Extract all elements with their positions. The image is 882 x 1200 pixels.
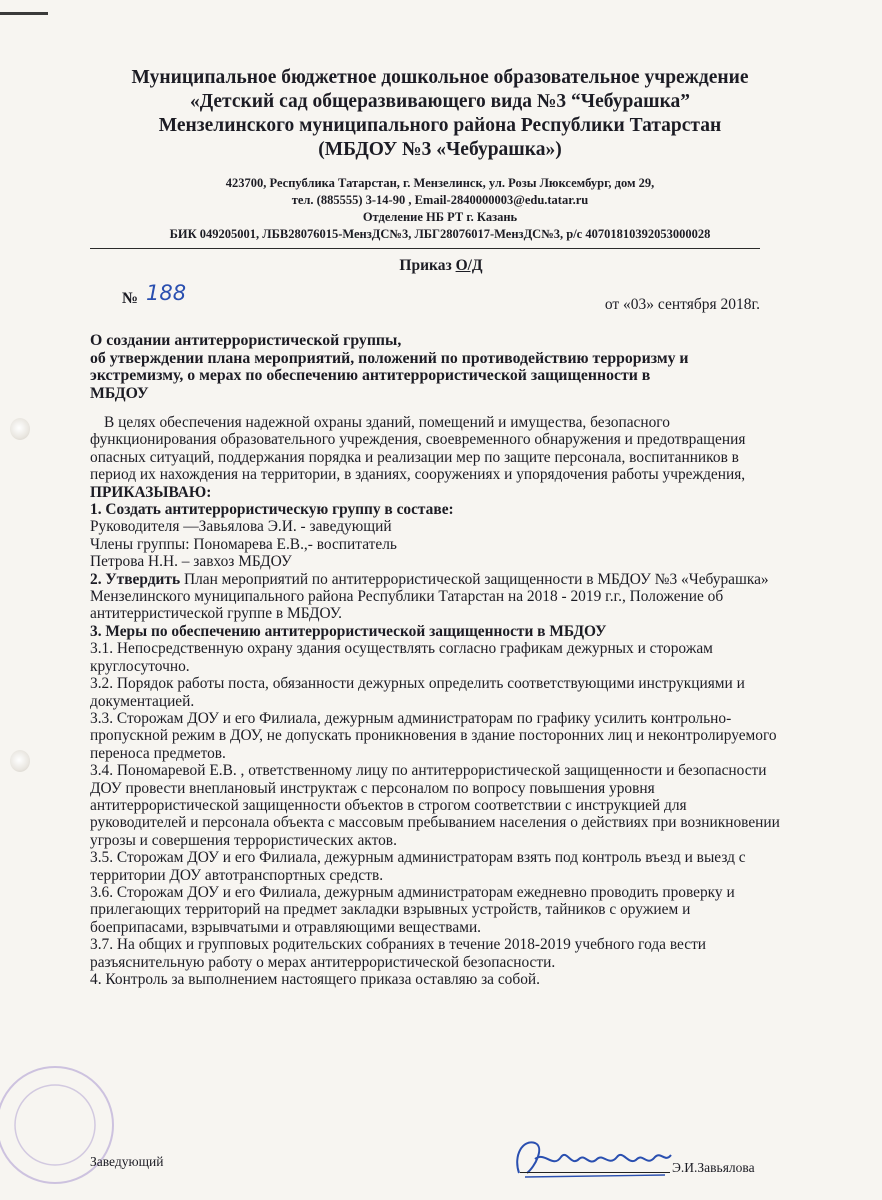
order-title-prefix: Приказ xyxy=(399,257,456,274)
order-number-label: № xyxy=(122,290,139,307)
item-3-1: 3.1. Непосредственную охрану здания осуществлять согласно графикам дежурных и сторожам круглосуточно. xyxy=(90,640,713,675)
item-2-text: План мероприятий по антитеррористической защищенности в МБДОУ №3 «Чебурашка» Мензелинского муниципального района Республики Татарстан на 2018 - 2019 г.г., Положение об антитерристической группе в МБДОУ. xyxy=(90,570,769,623)
item-4: 4. Контроль за выполнением настоящего приказа оставляю за собой. xyxy=(90,971,540,988)
org-address: 423700, Республика Татарстан, г. Мензелинск, ул. Розы Люксембург, дом 29, xyxy=(225,176,655,190)
order-title-od: О/Д xyxy=(455,257,483,274)
preamble: В целях обеспечения надежной охраны зданий, помещений и имущества, безопасного функционирования образовательного учреждения, своевременного обнаружения и предотвращения опасных ситуаций, поддержания порядка и реализации мер по защите персонала, воспитанников в период их нахождения на территории, в зданиях, сооружениях и упорядочения работы учреждения, xyxy=(90,414,746,484)
signature-line xyxy=(520,1172,670,1173)
handwritten-signature xyxy=(505,1133,675,1181)
org-bank: Отделение НБ РТ г. Казань xyxy=(362,210,518,224)
order-body xyxy=(90,414,780,988)
item-1-members: Члены группы: Пономарева Е.В.,- воспитатель xyxy=(90,535,397,553)
item-1-leader: Руководителя —Завьялова Э.И. - заведующий xyxy=(90,518,392,536)
signatory-name: Э.И.Завьялова xyxy=(672,1160,755,1175)
corner-mark xyxy=(0,12,48,15)
item-1-member-2: Петрова Н.Н. – завхоз МБДОУ xyxy=(90,553,292,571)
org-name-line-2: «Детский сад общеразвивающего вида №3 “Чебурашка” xyxy=(189,91,691,112)
item-2 xyxy=(90,571,780,623)
item-3-5: 3.5. Сторожам ДОУ и его Филиала, дежурным администраторам взять под контроль въезд и выезд с территории ДОУ автотранспортных средств. xyxy=(90,849,746,884)
item-1-title: 1. Создать антитеррористическую группу в составе: xyxy=(90,501,454,519)
subject-line: экстремизму, о мерах по обеспечению антитеррористической защищенности в xyxy=(90,367,651,384)
punch-hole xyxy=(10,418,30,440)
order-title xyxy=(0,257,882,275)
signatory-role: Заведующий xyxy=(90,1154,164,1169)
order-date: от «03» сентября 2018г. xyxy=(604,296,760,313)
org-contacts: тел. (885555) 3-14-90 , Email-2840000003@edu.tatar.ru xyxy=(291,193,589,207)
official-stamp xyxy=(0,1050,120,1200)
org-name-line-1: Муниципальное бюджетное дошкольное образовательное учреждение xyxy=(131,67,749,88)
item-3-6: 3.6. Сторожам ДОУ и его Филиала, дежурным администраторам ежедневно проводить проверку и прилегающих территорий на предмет закладки взрывных устройств, тайников с оружием и боеприпасами, взрывчатыми и отравляющими веществами. xyxy=(90,883,735,936)
org-requisites: БИК 049205001, ЛБВ28076015-МензДС№3, ЛБГ28076017-МензДС№3, р/с 40701810392053000028 xyxy=(169,227,711,241)
org-name-line-4: (МБДОУ №3 «Чебурашка») xyxy=(318,139,562,160)
prikazyvayu-heading: ПРИКАЗЫВАЮ: xyxy=(90,483,212,501)
order-number-handwritten: 188 xyxy=(146,281,187,305)
header-divider xyxy=(90,248,760,249)
subject-line: О создании антитеррористической группы, xyxy=(90,332,402,349)
order-subject xyxy=(90,332,780,402)
item-3-4: 3.4. Пономаревой Е.В. , ответственному лицу по антитеррористической защищенности и безопасности ДОУ провести внеплановый инструктаж с персоналом по вопросу повышения уровня антитеррористической защищенности объектов в строгом соответствии с инструкцией для руководителей и персонала объекта с массовым пребыванием населения о действиях при возникновении угрозы и совершения террористических актов. xyxy=(90,762,780,849)
org-name-line-3: Мензелинского муниципального района Республики Татарстан xyxy=(158,115,722,136)
item-3-7: 3.7. На общих и групповых родительских собраниях в течение 2018-2019 учебного года вести разъяснительную работу о мерах антитеррористической безопасности. xyxy=(90,936,707,971)
subject-line: об утверждении плана мероприятий, положений по противодействию терроризму и xyxy=(90,349,689,367)
subject-line: МБДОУ xyxy=(90,384,149,402)
item-2-verb: 2. Утвердить xyxy=(90,570,181,588)
punch-hole xyxy=(10,750,30,772)
item-3-2: 3.2. Порядок работы поста, обязанности дежурных определить соответствующими инструкциями и документацией. xyxy=(90,675,745,710)
item-3-title: 3. Меры по обеспечению антитеррористической защищенности в МБДОУ xyxy=(90,622,607,640)
item-3-3: 3.3. Сторожам ДОУ и его Филиала, дежурным администраторам по графику усилить контрольно-пропускной режим в ДОУ, не допускать проникновения в здание посторонних лиц и неконтролируемого переноса предметов. xyxy=(90,709,777,762)
